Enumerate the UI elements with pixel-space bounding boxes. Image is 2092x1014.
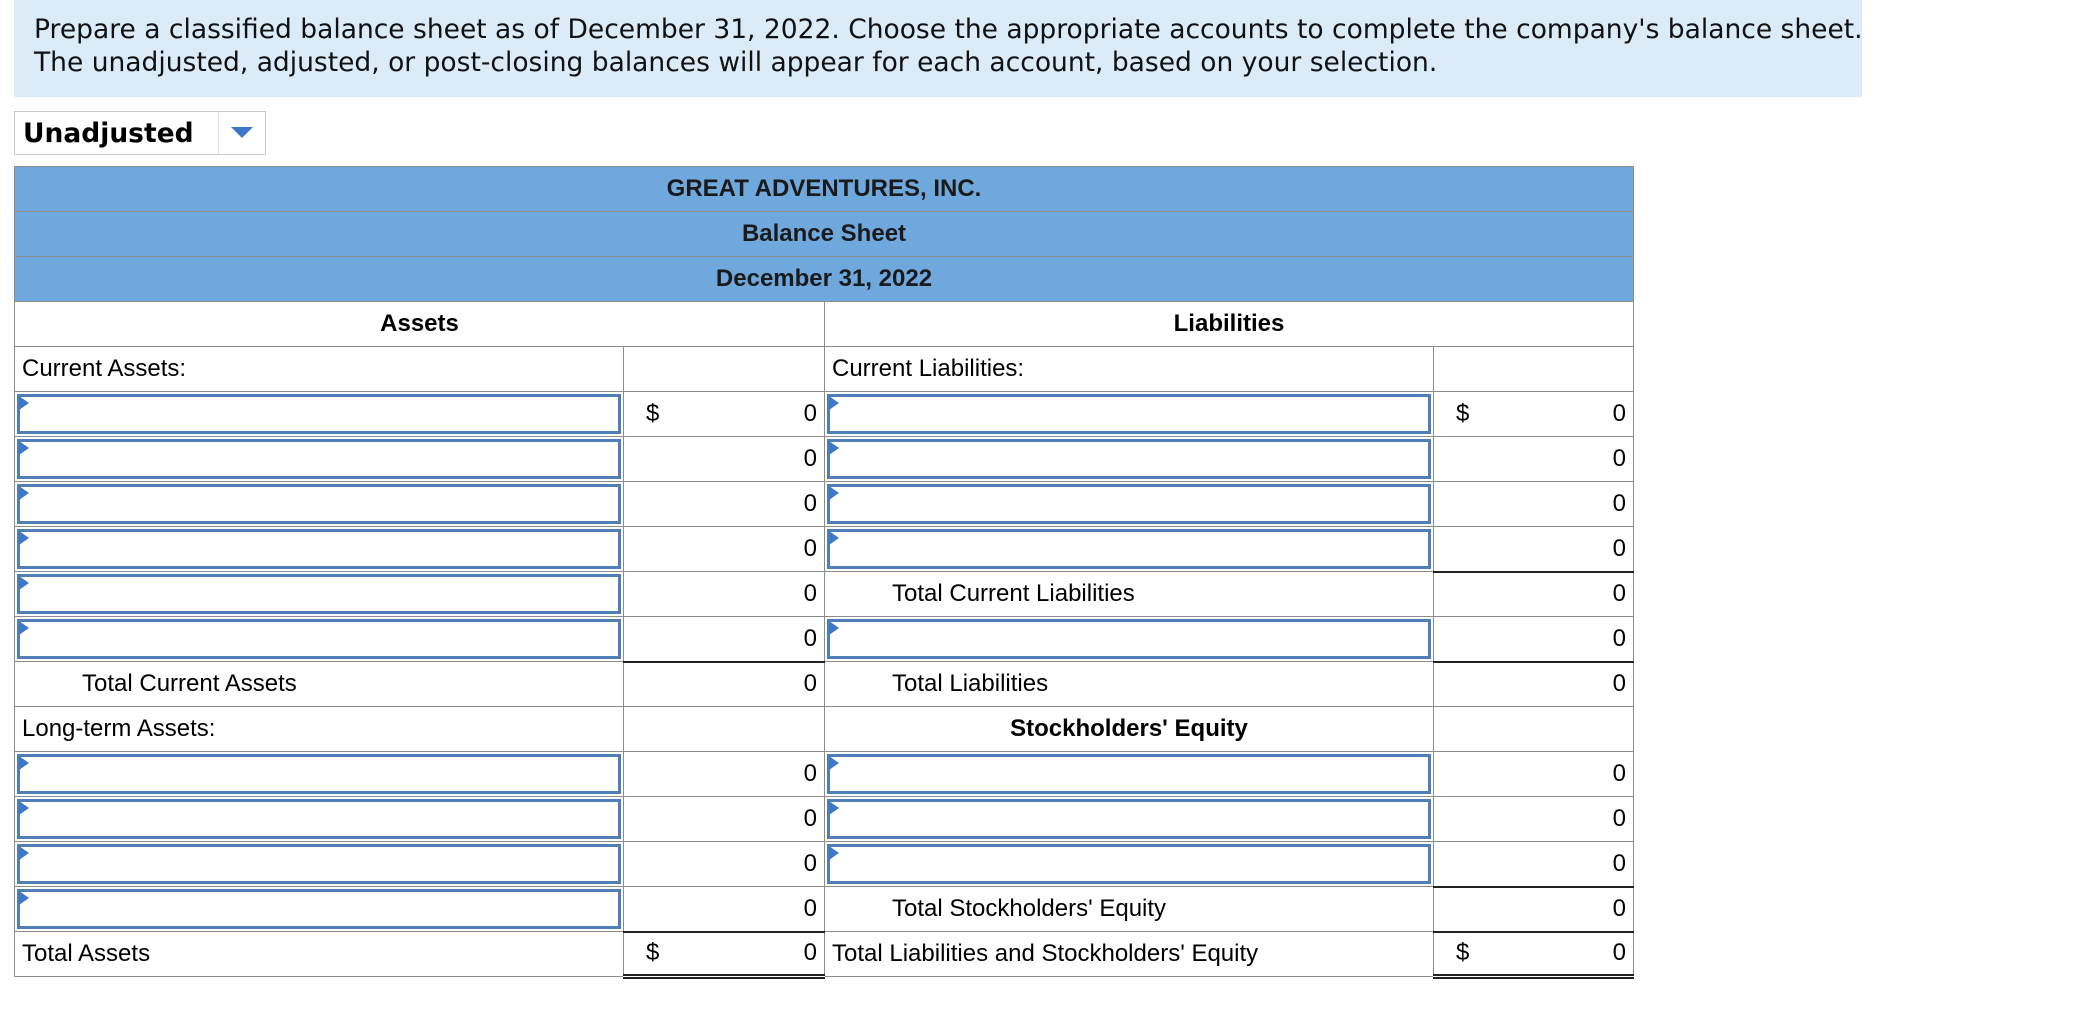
account-dropdown[interactable] (17, 394, 621, 434)
header-title-row (15, 212, 1634, 257)
account-dropdown[interactable] (827, 754, 1431, 794)
dropdown-flag-icon (19, 801, 29, 815)
long-term-asset-amount-4: 0 (624, 887, 825, 932)
company-name: GREAT ADVENTURES, INC. (15, 167, 1634, 212)
dropdown-flag-icon (829, 441, 839, 455)
dropdown-flag-icon (19, 396, 29, 410)
equity-account-select-1[interactable] (825, 752, 1434, 797)
table-row (15, 392, 1634, 437)
current-liability-amount-3: 0 (1434, 482, 1634, 527)
current-asset-account-select-5[interactable] (15, 572, 624, 617)
table-row (15, 437, 1634, 482)
total-current-liabilities-amount: 0 (1434, 572, 1634, 617)
account-dropdown[interactable] (827, 484, 1431, 524)
dropdown-flag-icon (829, 486, 839, 500)
table-row (15, 842, 1634, 887)
total-assets-amount: $ 0 (624, 932, 825, 977)
current-liabilities-label: Current Liabilities: (825, 347, 1434, 392)
equity-account-select-2[interactable] (825, 797, 1434, 842)
assets-heading: Assets (15, 302, 825, 347)
table-row (15, 887, 1634, 932)
current-liability-account-select-4[interactable] (825, 527, 1434, 572)
long-term-asset-account-select-1[interactable] (15, 752, 624, 797)
current-liability-account-select-1[interactable] (825, 392, 1434, 437)
equity-account-select-3[interactable] (825, 842, 1434, 887)
account-dropdown[interactable] (827, 619, 1431, 659)
current-asset-account-select-4[interactable] (15, 527, 624, 572)
long-term-asset-account-select-4[interactable] (15, 887, 624, 932)
table-row (15, 707, 1634, 752)
dropdown-flag-icon (19, 621, 29, 635)
account-dropdown[interactable] (17, 754, 621, 794)
balance-sheet-table (14, 166, 1634, 979)
equity-amount-2: 0 (1434, 797, 1634, 842)
long-term-asset-account-select-3[interactable] (15, 842, 624, 887)
long-term-asset-amount-2: 0 (624, 797, 825, 842)
table-row (15, 527, 1634, 572)
statement-title: Balance Sheet (15, 212, 1634, 257)
table-row (15, 752, 1634, 797)
chevron-down-icon[interactable] (219, 112, 265, 154)
empty-cell (624, 707, 825, 752)
instructions-line-1: Prepare a classified balance sheet as of December 31, 2022. Choose the appropriate accounts to complete the company's balance sheet. (34, 14, 1863, 45)
current-asset-amount-4: 0 (624, 527, 825, 572)
balance-type-value: Unadjusted (15, 112, 219, 154)
account-dropdown[interactable] (827, 844, 1431, 884)
dropdown-flag-icon (829, 396, 839, 410)
account-dropdown[interactable] (17, 529, 621, 569)
liabilities-heading: Liabilities (825, 302, 1634, 347)
current-liability-account-select-3[interactable] (825, 482, 1434, 527)
header-date-row (15, 257, 1634, 302)
dropdown-flag-icon (19, 486, 29, 500)
current-assets-label: Current Assets: (15, 347, 624, 392)
dropdown-flag-icon (19, 891, 29, 905)
current-asset-account-select-6[interactable] (15, 617, 624, 662)
dropdown-flag-icon (19, 846, 29, 860)
current-asset-amount-6: 0 (624, 617, 825, 662)
total-stockholders-equity-amount: 0 (1434, 887, 1634, 932)
column-headings-row (15, 302, 1634, 347)
statement-date: December 31, 2022 (15, 257, 1634, 302)
current-liability-amount-4: 0 (1434, 527, 1634, 572)
account-dropdown[interactable] (827, 529, 1431, 569)
dollar-sign: $ (1456, 939, 1470, 967)
total-liabilities-label: Total Liabilities (825, 662, 1434, 707)
current-asset-amount-1: $ 0 (624, 392, 825, 437)
table-row (15, 572, 1634, 617)
current-liability-amount-1: $ 0 (1434, 392, 1634, 437)
total-current-assets-label: Total Current Assets (15, 662, 624, 707)
dropdown-flag-icon (829, 531, 839, 545)
dollar-sign: $ (646, 400, 660, 427)
dropdown-flag-icon (829, 621, 839, 635)
total-current-assets-amount: 0 (624, 662, 825, 707)
current-asset-amount-5: 0 (624, 572, 825, 617)
table-row (15, 617, 1634, 662)
stockholders-equity-heading: Stockholders' Equity (825, 707, 1434, 752)
dropdown-flag-icon (19, 756, 29, 770)
dollar-sign: $ (646, 939, 660, 967)
total-stockholders-equity-label: Total Stockholders' Equity (825, 887, 1434, 932)
current-asset-amount-2: 0 (624, 437, 825, 482)
total-liabilities-and-equity-label: Total Liabilities and Stockholders' Equity (825, 932, 1434, 977)
account-dropdown[interactable] (17, 889, 621, 929)
account-dropdown[interactable] (17, 844, 621, 884)
total-liabilities-and-equity-amount: $ 0 (1434, 932, 1634, 977)
dropdown-flag-icon (19, 531, 29, 545)
dropdown-flag-icon (19, 441, 29, 455)
table-row (15, 932, 1634, 977)
table-row (15, 662, 1634, 707)
account-dropdown[interactable] (17, 439, 621, 479)
current-asset-account-select-1[interactable] (15, 392, 624, 437)
empty-cell (1434, 707, 1634, 752)
table-row (15, 482, 1634, 527)
equity-amount-3: 0 (1434, 842, 1634, 887)
current-asset-account-select-2[interactable] (15, 437, 624, 482)
current-liability-amount-2: 0 (1434, 437, 1634, 482)
instructions-line-2: The unadjusted, adjusted, or post-closing balances will appear for each account, based on your selection. (34, 47, 1438, 78)
account-dropdown[interactable] (17, 484, 621, 524)
account-dropdown[interactable] (17, 619, 621, 659)
empty-cell (624, 347, 825, 392)
current-asset-account-select-3[interactable] (15, 482, 624, 527)
dropdown-flag-icon (829, 846, 839, 860)
balance-type-dropdown[interactable] (14, 111, 266, 155)
empty-cell (1434, 347, 1634, 392)
dropdown-flag-icon (829, 756, 839, 770)
long-term-asset-account-select-2[interactable] (15, 797, 624, 842)
dollar-sign: $ (1456, 400, 1470, 427)
total-current-liabilities-label: Total Current Liabilities (825, 572, 1434, 617)
account-dropdown[interactable] (17, 574, 621, 614)
account-dropdown[interactable] (827, 439, 1431, 479)
total-assets-label: Total Assets (15, 932, 624, 977)
long-term-asset-amount-3: 0 (624, 842, 825, 887)
long-term-asset-amount-1: 0 (624, 752, 825, 797)
long-term-assets-label: Long-term Assets: (15, 707, 624, 752)
account-dropdown[interactable] (17, 799, 621, 839)
current-asset-amount-3: 0 (624, 482, 825, 527)
dropdown-flag-icon (829, 801, 839, 815)
dropdown-flag-icon (19, 576, 29, 590)
account-dropdown[interactable] (827, 799, 1431, 839)
account-dropdown[interactable] (827, 394, 1431, 434)
instructions-box (14, 0, 1862, 97)
table-row (15, 797, 1634, 842)
liability-amount-5: 0 (1434, 617, 1634, 662)
liability-account-select-5[interactable] (825, 617, 1434, 662)
total-liabilities-amount: 0 (1434, 662, 1634, 707)
equity-amount-1: 0 (1434, 752, 1634, 797)
header-company-row (15, 167, 1634, 212)
table-row (15, 347, 1634, 392)
current-liability-account-select-2[interactable] (825, 437, 1434, 482)
